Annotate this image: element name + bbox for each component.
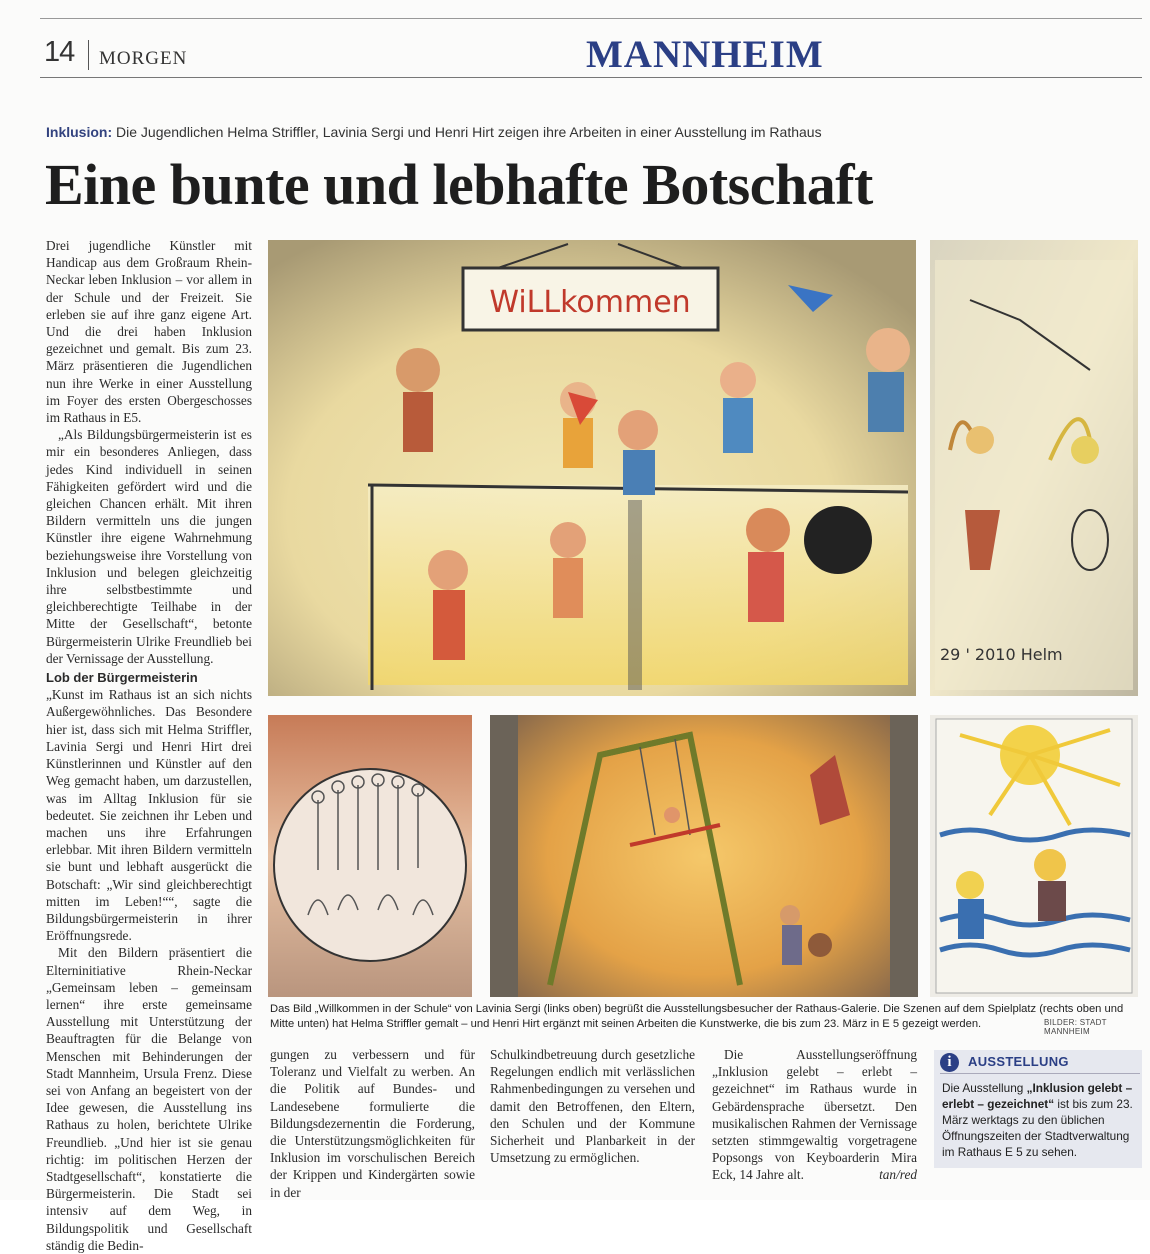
masthead-rule [40, 77, 1142, 78]
kicker [46, 124, 822, 140]
paragraph-5: gungen zu verbessern und für Toleranz und Vielfalt zu werben. An die Politik auf Bundes- und Landesebene formulierte die Bildungsdezernentin die Forderung, die Unterstützungsmöglichkeiten für Inklusion im vorschulischen Bereich der Krippen und Kindergärten sowie in der [270, 1047, 475, 1200]
paragraph-7 [712, 1046, 917, 1184]
info-text-bold: „Inklusion gelebt – erlebt – gezeichnet“ [942, 1081, 1133, 1111]
info-box [934, 1050, 1142, 1168]
painting-willkommen [268, 240, 916, 696]
photo-caption: Das Bild „Willkommen in der Schule“ von Lavinia Sergi (links oben) begrüßt die Ausstellungsbesucher der Rathaus-Galerie. Die Szenen auf dem Spielplatz (rechts oben und Mitte unten) hat Helma Striffler gemalt – und Henri Hirt ergänzt mit seinen Arbeiten die Kunstwerke, die bis zum 23. März in E 5 gezeigt werden. [270, 1003, 1124, 1030]
top-rule [40, 18, 1142, 19]
paragraph-4: Mit den Bildern präsentiert die Elterninitiative Rhein-Neckar „Gemeinsam leben – gemeinsam lernen“ ihre erste gemeinsame Ausstellung mit Unterstützung der Beauftragten für die Belange von Menschen mit Behinderungen der Stadt Mannheim, Ursula Frenz. Diese sei von Anfang an begeistert von der Idee gewesen, die Ausstellung ins Rathaus zu holen, berichtete Ulrike Freundlieb. „Und hier ist sie genau richtig: im politischen Herzen der Stadtgesellschaft“, konstatierte die Bürgermeisterin. Die Stadt sei intensiv auf dem Weg, in Bildungspolitik und Gesellschaft ständig die Bedin- [46, 945, 252, 1253]
author-signoff: tan/red [879, 1167, 917, 1183]
info-box-header [940, 1053, 1140, 1074]
drawing-circle [268, 715, 472, 997]
info-icon: i [940, 1053, 959, 1072]
info-box-text [942, 1080, 1138, 1160]
kicker-text: Die Jugendlichen Helma Striffler, Lavinia Sergi und Henri Hirt zeigen ihre Arbeiten in einer Ausstellung im Rathaus [116, 124, 822, 140]
kicker-label: Inklusion: [46, 124, 113, 140]
paragraph-6: Schulkindbetreuung durch gesetzliche Regelungen endlich mit verlässlichen Rahmenbedingungen zu versehen und damit den Betroffenen, den Eltern, den Schulen und der Kommune Sicherheit und Planbarkeit in der Umsetzung zu ermöglichen. [490, 1047, 695, 1166]
painting-signature: 29 ' 2010 Helm [940, 645, 1063, 664]
info-text-before: Die Ausstellung [942, 1081, 1027, 1095]
article-column-1 [46, 237, 252, 1254]
article-column-3 [490, 1046, 695, 1166]
painting-sun [930, 715, 1138, 997]
masthead-divider [88, 40, 89, 70]
paragraph-7-text: Die Ausstellungseröffnung „Inklusion gelebt – erlebt – gezeichnet“ im Rathaus wurde in Gebärdensprache übersetzt. Den musikalischen Rahmen der Vernissage setzten stimmgewaltig vorgetragene Popsongs von Keyboarderin Mira Eck, 14 Jahre alt. [712, 1047, 917, 1183]
paragraph-2: „Als Bildungsbürgermeisterin ist es mir ein besonderes Anliegen, dass jedes Kind individuell in seinen Fähigkeiten gefördert wird und die gleichen Chancen erhält. Mit ihren Bildern vermitteln uns die jungen Künstler ihre eigene Wahrnehmung beziehungsweise ihre Vorstellung von Inklusion und belegen gleichzeitig ihre selbstbestimmte und gleichberechtigte Teilhabe in der Mitte der Gesellschaft“, betonte Bürgermeisterin Ulrike Freundlieb bei der Vernissage der Ausstellung. [46, 427, 252, 666]
painting-playground-swing [490, 715, 918, 997]
photo-credit: BILDER: STADT MANNHEIM [1044, 1018, 1107, 1036]
painting-playground-top [930, 240, 1138, 696]
paragraph-1: Drei jugendliche Künstler mit Handicap aus dem Großraum Rhein-Neckar leben Inklusion – vor allem in der Schule und der Freizeit. Sie erleben sie auf ihre ganz eigene Art. Und die drei haben Inklusion gezeichnet und gemalt. Bis zum 23. März präsentieren die Jugendlichen nun ihre Werke in einer Ausstellung im Foyer des ersten Obergeschosses im Rathaus in E5. [46, 238, 252, 426]
sign-text: WiLLkommen [489, 285, 691, 320]
subheading: Lob der Bürgermeisterin [46, 670, 198, 686]
paper-name: MORGEN [99, 48, 188, 69]
paragraph-3: „Kunst im Rathaus ist an sich nichts Außergewöhnliches. Das Besondere hier ist, dass sich mit Helma Striffler, Lavinia Sergi und Henri Hirt drei Künstlerinnen und Künstler auf den Weg gemacht haben, um darzustellen, was im Alltag Inklusion für sie bedeutet. Sie zeichnen ihr Leben und machen uns ihre Erfahrungen erlebbar. Mit ihren Bildern vermitteln sie bunt und lebhaft ausgerückt die Botschaft: „Wir sind gleichberechtigt mitten im Leben!““, sagte die Bildungsbürgermeisterin in ihrer Eröffnungsrede. [46, 687, 252, 944]
page-number: 14 [44, 36, 75, 68]
article-column-4 [712, 1046, 917, 1184]
headline: Eine bunte und lebhafte Botschaft [45, 152, 873, 217]
section-title: MANNHEIM [586, 33, 824, 76]
info-box-title: AUSSTELLUNG [968, 1054, 1069, 1069]
article-column-2 [270, 1046, 475, 1201]
info-text-after: ist bis zum 23. März werktags zu den üblichen Öffnungszeiten der Stadtverwaltung im Rathaus E 5 zu sehen. [942, 1097, 1133, 1159]
